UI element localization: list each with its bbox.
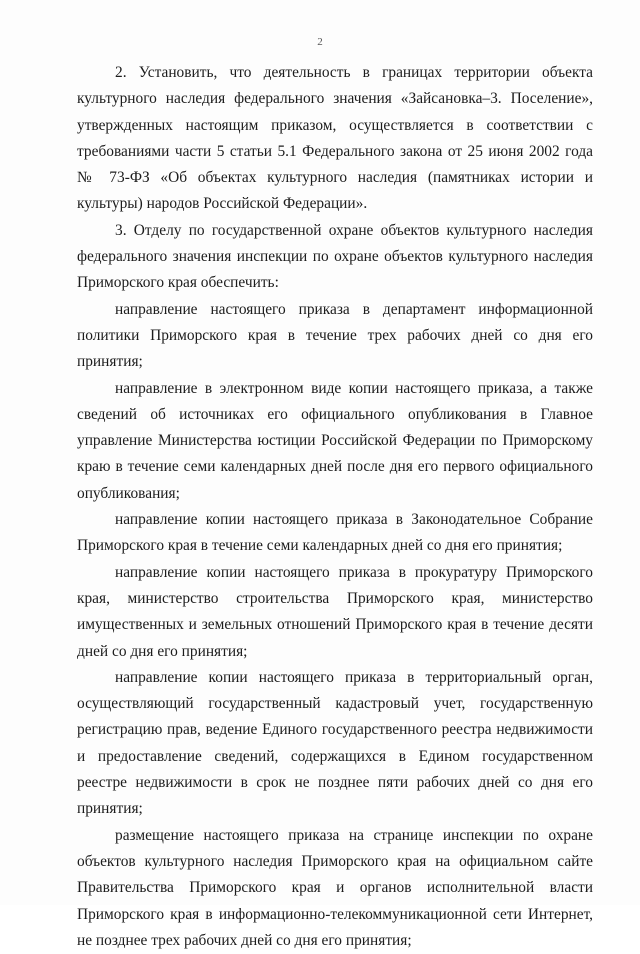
- paragraph-cadastral-registration: направление копии настоящего приказа в территориальный орган, осуществляющий государственный кадастровый учет, государственную регистрацию прав, ведение Единого государственного реестра недвижимости и предоставление сведений, содержащихся в Едином государственном реестре недвижимости в срок не позднее пяти рабочих дней со дня его принятия;: [77, 668, 593, 818]
- paragraph-info-policy-department: направление настоящего приказа в департамент информационной политики Приморского края в течение трех рабочих дней со дня его принятия;: [77, 300, 593, 371]
- paragraph-website-publication: размещение настоящего приказа на странице инспекции по охране объектов культурного наследия Приморского края на официальном сайте Правительства Приморского края и органов исполнительной власти Приморского края в информационно-телекоммуникационной сети Интернет, не позднее трех рабочих дней со дня его принятия;: [77, 826, 593, 949]
- document-body: [77, 60, 593, 954]
- paragraph-3-department-tasks: 3. Отделу по государственной охране объектов культурного наследия федерального значения инспекции по охране объектов культурного наследия Приморского края обеспечить:: [77, 221, 593, 292]
- paragraph-ministry-of-justice: направление в электронном виде копии настоящего приказа, а также сведений об источниках его официального опубликования в Главное управление Министерства юстиции Российской Федерации по Приморскому краю в течение семи календарных дней после дня его первого официального опубликования;: [77, 379, 593, 502]
- paragraph-2-establish-activity: 2. Установить, что деятельность в границах территории объекта культурного наследия федерального значения «Зайсановка–3. Поселение», утвержденных настоящим приказом, осуществляется в соответствии с требованиями части 5 статьи 5.1 Федерального закона от 25 июня 2002 года № 73-ФЗ «Об объектах культурного наследия (памятниках истории и культуры) народов Российской Федерации».: [77, 64, 593, 213]
- paragraph-legislative-assembly: направление копии настоящего приказа в Законодательное Собрание Приморского края в течение семи календарных дней со дня его принятия;: [77, 511, 593, 555]
- page-number: 2: [317, 36, 323, 48]
- paragraph-prosecutor-ministries: направление копии настоящего приказа в прокуратуру Приморского края, министерство строительства Приморского края, министерство имущественных и земельных отношений Приморского края в течение десяти дней со дня его принятия;: [77, 563, 593, 660]
